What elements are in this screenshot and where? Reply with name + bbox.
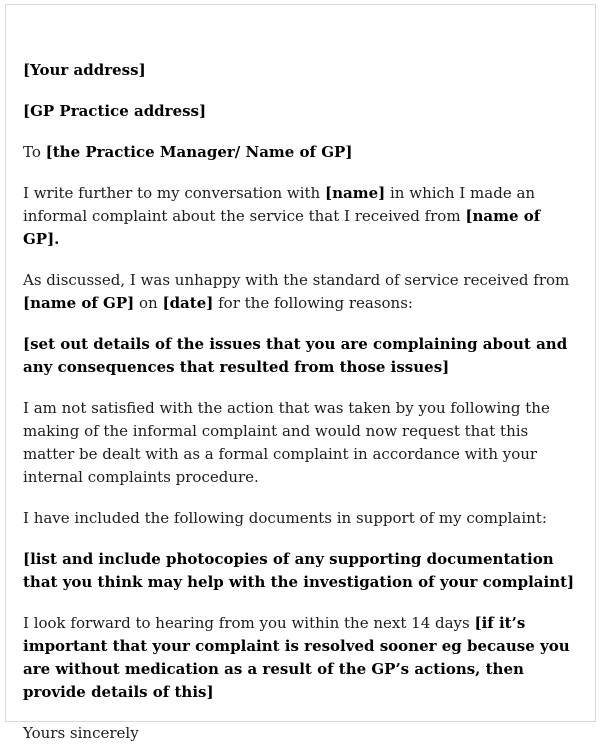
text-segment: I write further to my conversation with [23, 184, 325, 202]
placeholder-field: [Your address] [23, 61, 146, 79]
placeholder-field: [name of GP]. [23, 207, 541, 248]
text-segment: on [134, 294, 163, 312]
placeholder-field: [name of GP] [23, 294, 135, 312]
documents-placeholder-paragraph [23, 548, 579, 594]
text-segment: I am not satisfied with the action that was taken by you following the making of the informal complaint and would now request that this matter be dealt with as a formal complaint in accordance with your internal complaints procedure. [23, 399, 550, 486]
sign-off-line [23, 722, 579, 745]
intro-paragraph [23, 182, 579, 251]
placeholder-field: [if it’s important that your complaint is resolved sooner eg because you are without medication as a result of the GP’s actions, then provide details of this] [23, 614, 570, 701]
recipient-line [23, 141, 579, 164]
discussion-paragraph [23, 269, 579, 315]
gp-practice-address-line [23, 100, 579, 123]
letter-page [5, 4, 596, 742]
placeholder-field: [name] [325, 184, 386, 202]
text-segment: Yours sincerely [23, 724, 139, 742]
text-segment: for the following reasons: [213, 294, 413, 312]
your-address-line [23, 59, 579, 82]
text-segment: in which I made an informal complaint about the service that I received from [23, 184, 536, 225]
text-segment: To [23, 143, 46, 161]
text-segment: I look forward to hearing from you within the next 14 days [23, 614, 475, 632]
placeholder-field: [set out details of the issues that you are complaining about and any consequences that resulted from those issues] [23, 335, 568, 376]
placeholder-field: [date] [162, 294, 214, 312]
letter-body [6, 5, 595, 745]
placeholder-field: [GP Practice address] [23, 102, 207, 120]
dissatisfaction-paragraph [23, 397, 579, 489]
placeholder-field: [list and include photocopies of any supporting documentation that you think may help with the investigation of your complaint] [23, 550, 575, 591]
issues-placeholder-paragraph [23, 333, 579, 379]
text-segment: As discussed, I was unhappy with the standard of service received from [23, 271, 570, 289]
documents-intro-paragraph [23, 507, 579, 530]
placeholder-field: [the Practice Manager/ Name of GP] [45, 143, 353, 161]
text-segment: I have included the following documents in support of my complaint: [23, 509, 547, 527]
closing-paragraph [23, 612, 579, 704]
